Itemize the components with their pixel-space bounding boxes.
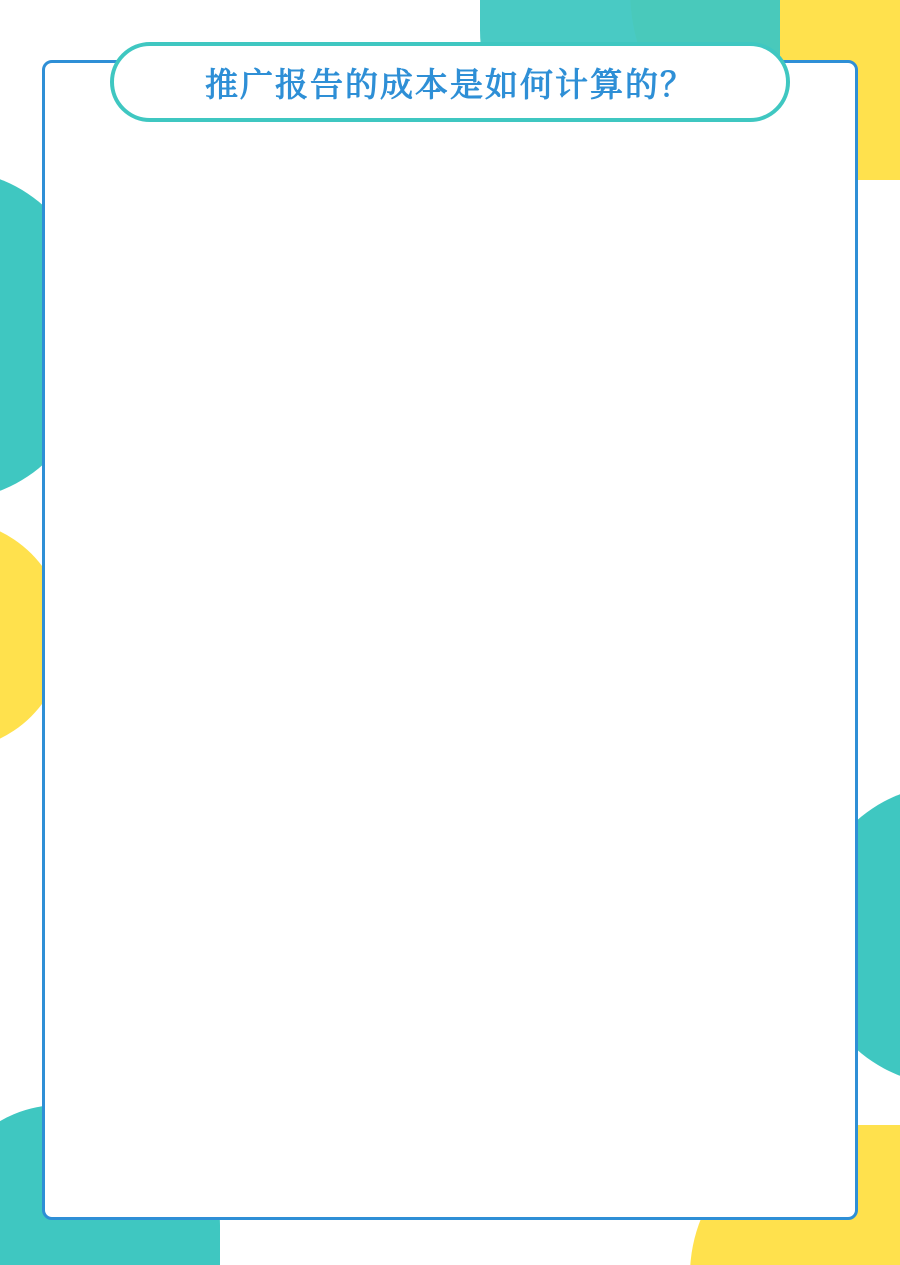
- page-title-pill: [110, 42, 790, 122]
- content-card: [42, 60, 858, 1220]
- page-title: 推广报告的成本是如何计算的？: [205, 65, 695, 103]
